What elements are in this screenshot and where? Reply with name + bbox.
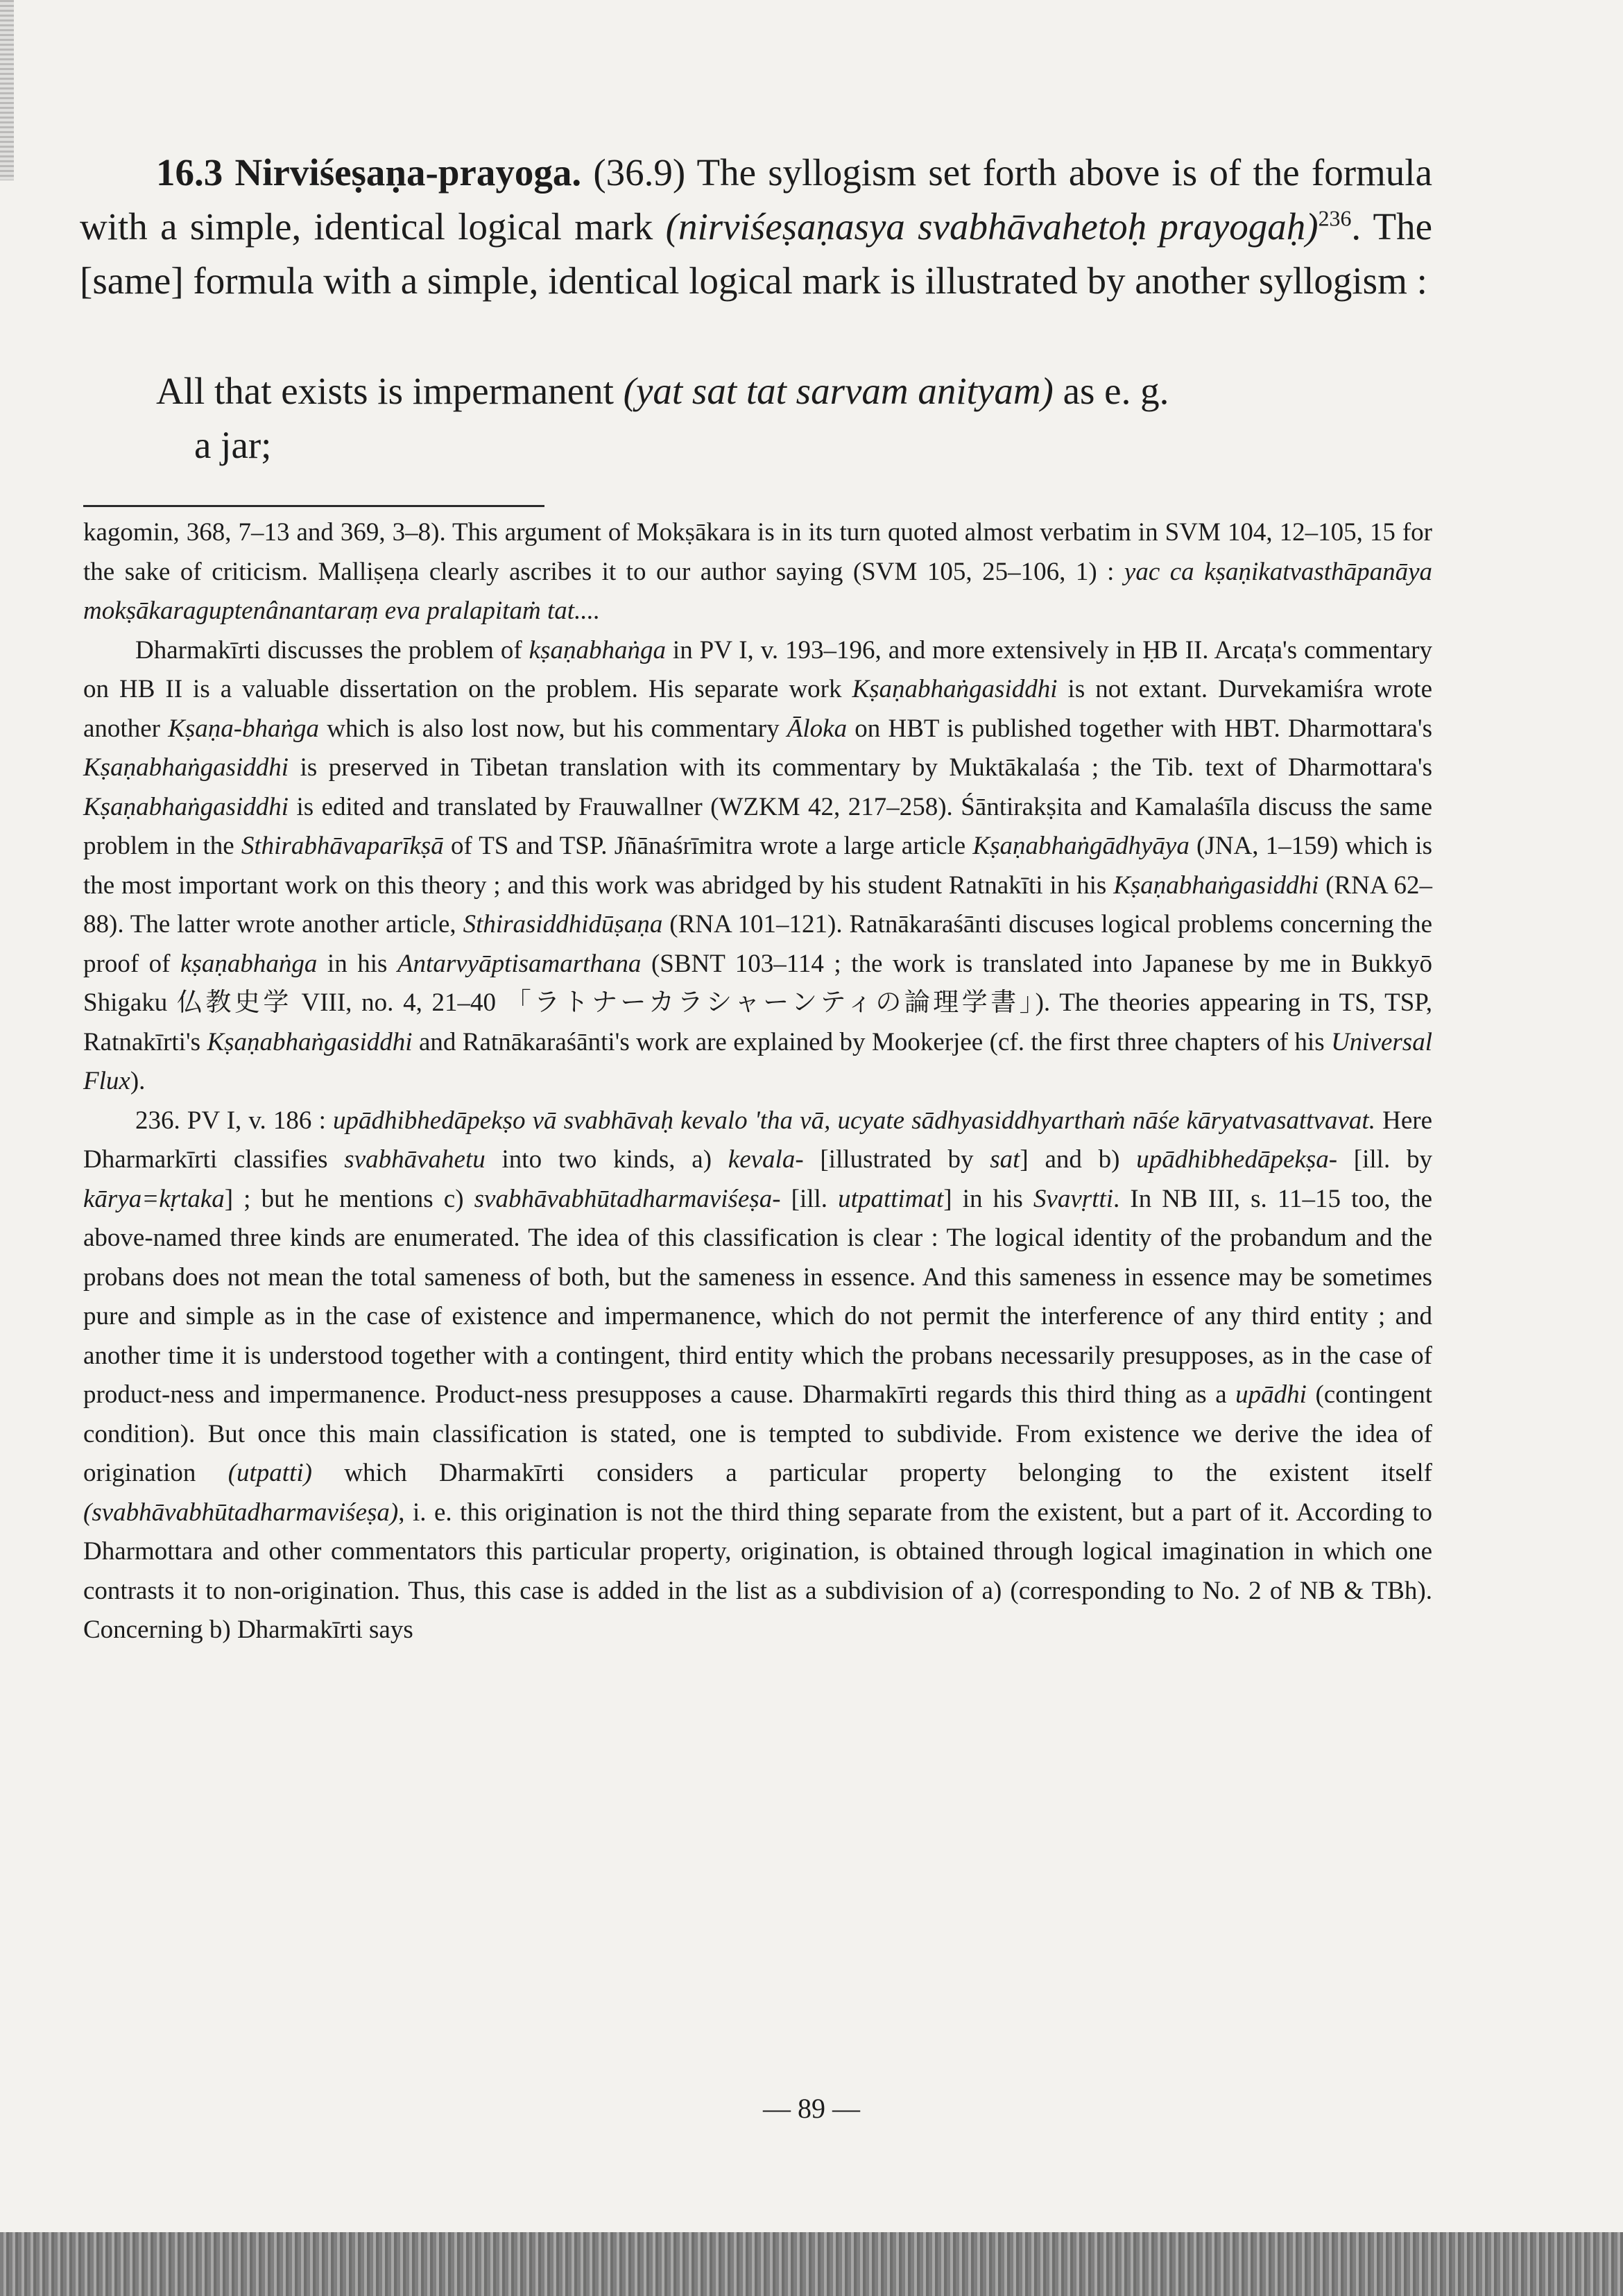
sanskrit-term: (nirviśeṣaṇasya svabhāvahetoḥ prayogaḥ)	[665, 205, 1319, 248]
page-number: — 89 —	[763, 2093, 860, 2124]
footnote-number: 236.	[135, 1106, 180, 1135]
section-title: Nirviśeṣaṇa-prayoga.	[234, 151, 582, 194]
footnote-mark: 236	[1318, 206, 1352, 231]
syllogism-quote: All that exists is impermanent (yat sat tat sarvam anityam) as e. g. a jar;	[156, 370, 1169, 466]
footnote-continued: kagomin, 368, 7–13 and 369, 3–8). This argument of Mokṣākara is in its turn quoted almost verbatim in SVM 104, 12–105, 15 for the sake of criticism. Malliṣeṇa clearly ascribes it to our author saying (SVM 105, 25–106, 1) : yac ca kṣaṇikatvasthāpanāya mokṣākaraguptenânantaraṃ eva pralapitaṁ tat....	[83, 518, 1432, 625]
footnote-paragraph: Dharmakīrti discusses the problem of kṣaṇabhaṅga in PV I, v. 193–196, and more extensively in ḤB II. Arcaṭa's commentary on HB II is a valuable dissertation on the problem. His separate work Kṣaṇabhaṅgasiddhi is not extant. Durvekamiśra wrote another Kṣaṇa-bhaṅga which is also lost now, but his commentary Āloka on HBT is published together with HBT. Dharmottara's Kṣaṇabhaṅgasiddhi is preserved in Tibetan translation with its commentary by Muktākalaśa ; the Tib. text of Dharmottara's Kṣaṇabhaṅgasiddhi is edited and translated by Frauwallner (WZKM 42, 217–258). Śāntirakṣita and Kamalaśīla discuss the same problem in the Sthirabhāvaparīkṣā of TS and TSP. Jñānaśrīmitra wrote a large article Kṣaṇabhaṅgādhyāya (JNA, 1–159) which is the most important work on this theory ; and this work was abridged by his student Ratnakīti in his Kṣaṇabhaṅgasiddhi (RNA 62–88). The latter wrote another article, Sthirasiddhidūṣaṇa (RNA 101–121). Ratnākaraśānti discuses logical problems concerning the proof of kṣaṇabhaṅga in his Antarvyāptisamarthana (SBNT 103–114 ; the work is translated into Japanese by me in Bukkyō Shigaku 仏教史学 VIII, no. 4, 21–40 「ラトナーカラシャーンティの論理学書」). The theories appearing in TS, TSP, Ratnakīrti's Kṣaṇabhaṅgasiddhi and Ratnākaraśānti's work are explained by Mookerjee (cf. the first three chapters of his Universal Flux).	[83, 635, 1433, 1095]
footnote-236: 236. PV I, v. 186 : upādhibhedāpekṣo vā svabhāvaḥ kevalo 'tha vā, ucyate sādhyasiddhyarthaṁ nāśe kāryatvasattvavat. Here Dharmarkīrti classifies svabhāvahetu into two kinds, a) kevala- [illustrated by sat] and b) upādhibhedāpekṣa- [ill. by kārya=kṛtaka] ; but he mentions c) svabhāvabhūtadharmaviśeṣa- [ill. utpattimat] in his Svavṛtti. In NB III, s. 11–15 too, the above-named three kinds are enumerated. The idea of this classification is clear : The logical identity of the probandum and the probans does not mean the total sameness of both, but the sameness in essence. And this sameness in essence may be sometimes pure and simple as in the case of existence and impermanence, which do not permit the interference of any third entity ; and another time it is understood together with a contingent, third entity which the probans necessarily presupposes, as in the case of product-ness and impermanence. Product-ness presupposes a cause. Dharmakīrti regards this third thing as a upādhi (contingent condition). But once this main classification is stated, one is tempted to subdivide. From existence we derive the idea of origination (utpatti) which Dharmakīrti considers a particular property belonging to the existent itself (svabhāvabhūtadharmaviśeṣa), i. e. this origination is not the third thing separate from the existent, but a part of it. According to Dharmottara and other commentators this particular property, origination, is obtained through logical imagination in which one contrasts it to non-origination. Thus, this case is added in the list as a subdivision of a) (corresponding to No. 2 of NB & TBh). Concerning b) Dharmakīrti says	[83, 1106, 1432, 1644]
scan-edge-left	[0, 0, 14, 180]
footnote-divider	[83, 505, 544, 507]
footnotes	[83, 513, 1432, 1650]
section-ref: (36.9)	[593, 151, 686, 194]
scan-edge-bottom	[0, 2232, 1623, 2296]
section-number: 16.3	[156, 151, 223, 194]
section-paragraph: 16.3 Nirviśeṣaṇa-prayoga. (36.9) The syllogism set forth above is of the formula with a simple, identical logical mark (nirviśeṣaṇasya svabhāvahetoḥ prayogaḥ)$^{236}$. The [same] formula with a simple, identical logical mark is illustrated by another syllogism :	[80, 151, 1433, 302]
